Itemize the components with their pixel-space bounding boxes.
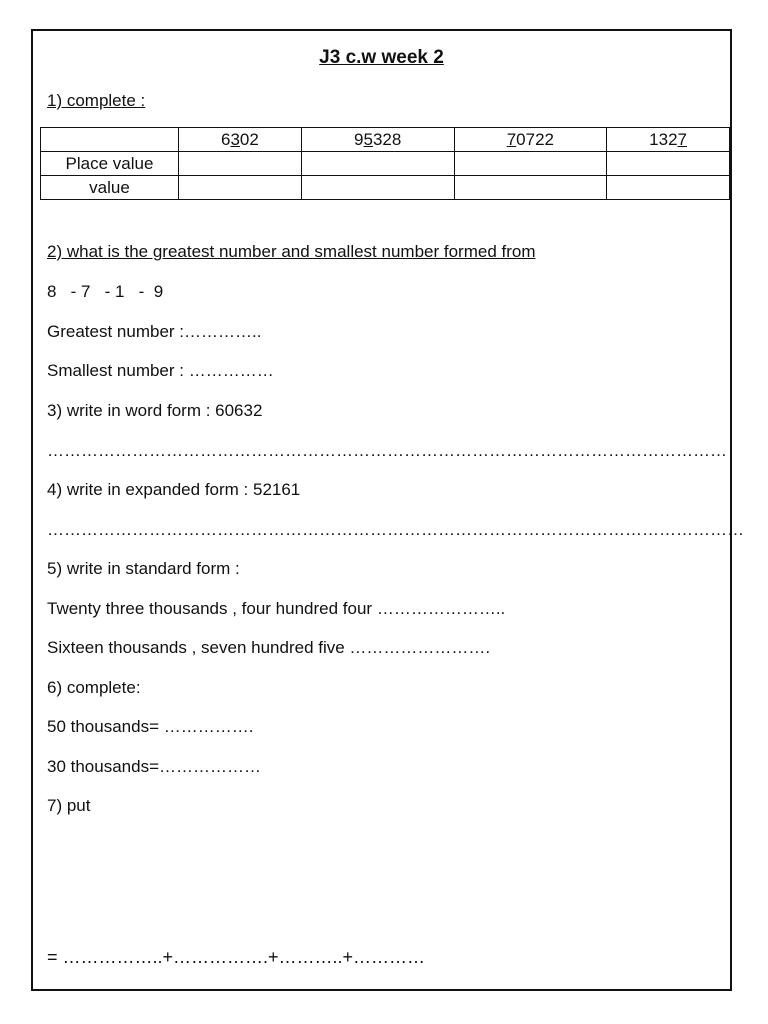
q3-label: 3) write in word form : 60632: [47, 401, 263, 420]
page-title: J3 c.w week 2: [319, 47, 444, 68]
q5-b: Sixteen thousands , seven hundred five …………………….: [47, 638, 491, 657]
q4-label: 4) write in expanded form : 52161: [47, 480, 301, 499]
q4-answer-line: ……………………………………………………………………………………………………………: [47, 520, 744, 539]
q7-label: 7) put: [47, 796, 91, 815]
answer-cell[interactable]: [454, 176, 607, 200]
q5-label: 5) write in standard form :: [47, 559, 240, 578]
answer-cell[interactable]: [179, 152, 302, 176]
table-header-number: 70722: [454, 128, 607, 152]
table-row: [41, 176, 730, 200]
table-header-number: 6302: [179, 128, 302, 152]
row-label-value: value: [41, 176, 179, 200]
q5-a: Twenty three thousands , four hundred four …………………..: [47, 599, 506, 618]
table-row: [41, 152, 730, 176]
q6-label: 6) complete:: [47, 678, 141, 697]
table-header-number: 95328: [301, 128, 454, 152]
table-cell: [41, 128, 179, 152]
row-label-place-value: Place value: [41, 152, 179, 176]
q2-label: 2) what is the greatest number and smallest number formed from: [47, 242, 536, 261]
answer-cell[interactable]: [607, 152, 730, 176]
table-header-number: 1327: [607, 128, 730, 152]
final-sum-line: = ……………..+…………….+………..+…………: [47, 947, 426, 967]
q2-greatest: Greatest number :…………..: [47, 322, 262, 341]
answer-cell[interactable]: [179, 176, 302, 200]
place-value-table: [40, 127, 730, 200]
answer-cell[interactable]: [454, 152, 607, 176]
q6-a: 50 thousands= …………….: [47, 717, 254, 736]
answer-cell[interactable]: [301, 176, 454, 200]
q2-digits: 8 - 7 - 1 - 9: [47, 282, 164, 301]
answer-cell[interactable]: [301, 152, 454, 176]
q1-label: 1) complete :: [47, 91, 146, 110]
answer-cell[interactable]: [607, 176, 730, 200]
table-row: [41, 128, 730, 152]
worksheet: [31, 29, 744, 991]
q6-b: 30 thousands=………………: [47, 757, 262, 776]
q3-answer-line: …………………………………………………………………………………………………………: [47, 441, 727, 460]
q2-smallest: Smallest number : ……………: [47, 361, 274, 380]
